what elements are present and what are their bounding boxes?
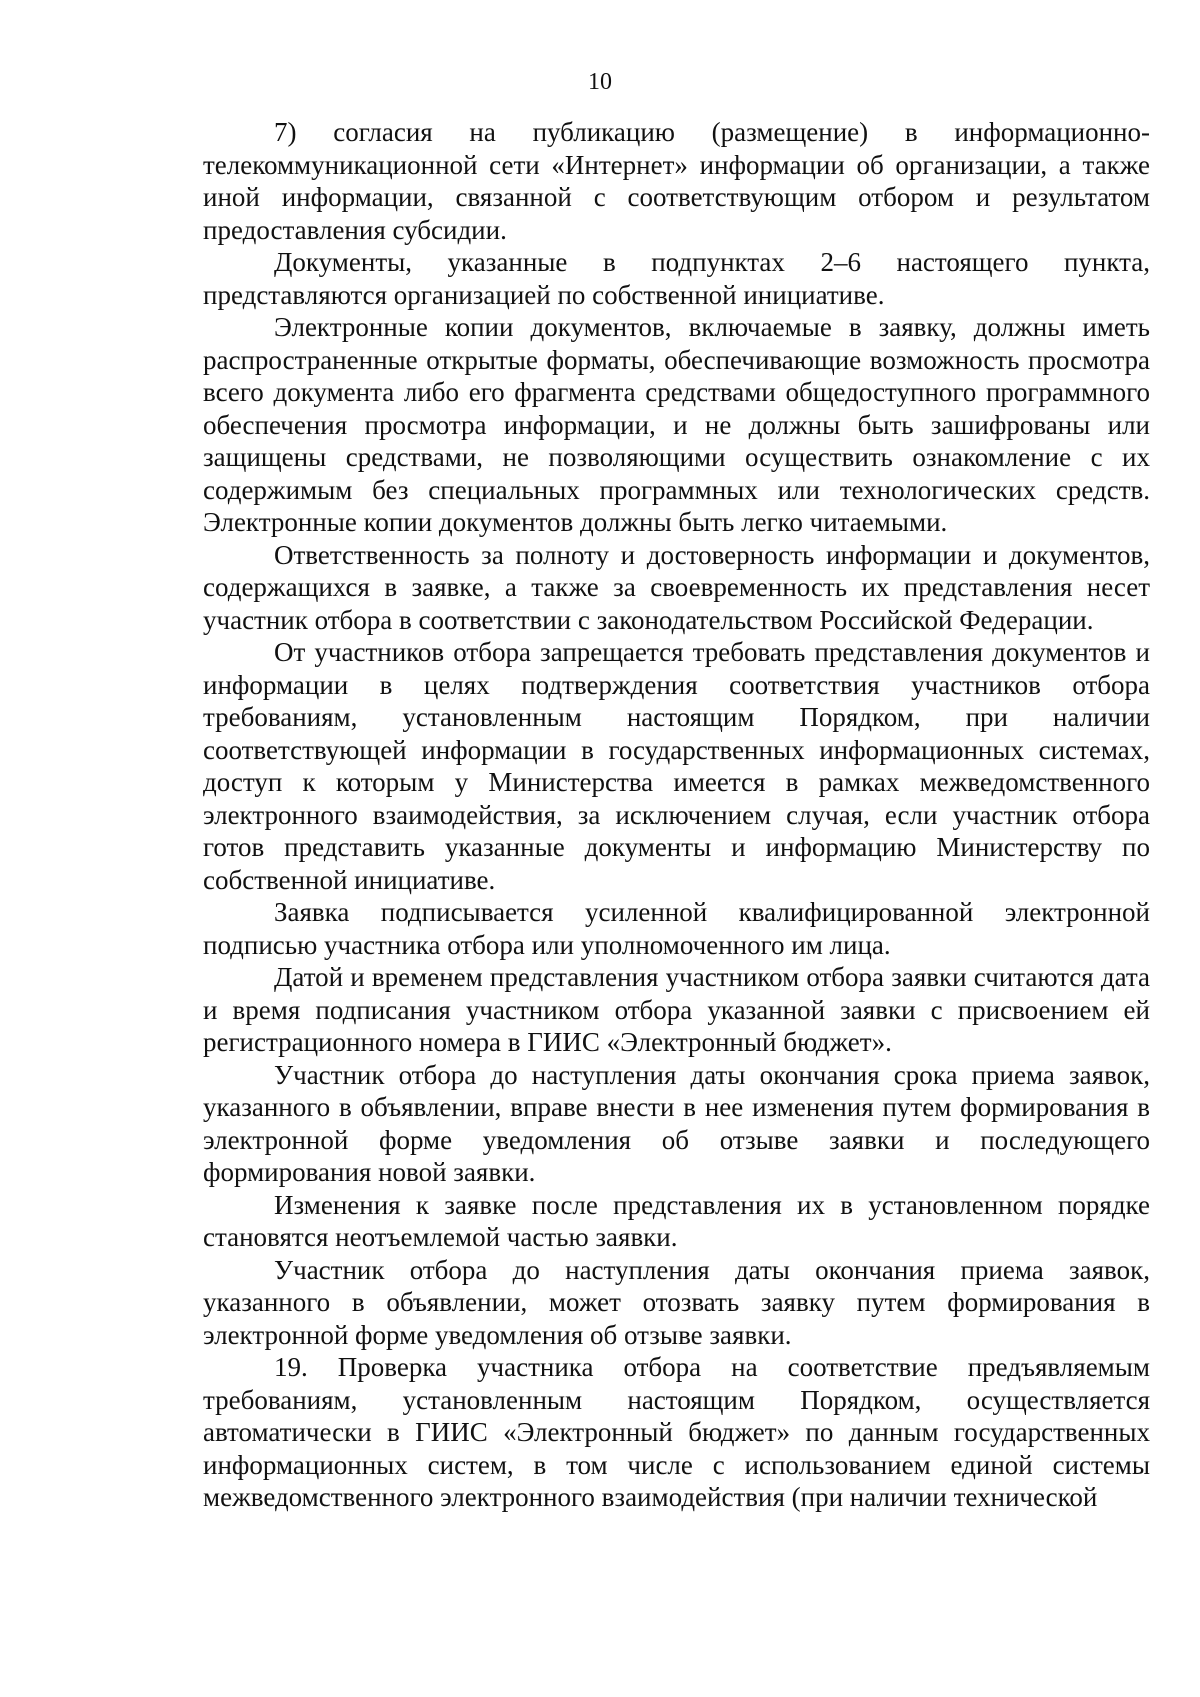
paragraph-electronic-copies: Электронные копии документов, включаемые в заявку, должны иметь распространенные открытые форматы, обеспечивающие возможность просмотра всего документа либо его фрагмента средствами общедоступного программного обеспечения просмотра информации, и не должны быть зашифрованы или защищены средствами, не позволяющими осуществить ознакомление с их содержимым без специальных программных или технологических средств. Электронные копии документов должны быть легко читаемыми. — [203, 312, 1150, 537]
paragraph-consent-publication: 7) согласия на публикацию (размещение) в информационно-телекоммуникационной сети «Интернет» информации об организации, а также иной информации, связанной с соответствующим отбором и результатом предоставления субсидии. — [203, 117, 1150, 245]
paragraph-documents-initiative: Документы, указанные в подпунктах 2–6 настоящего пункта, представляются организацией по собственной инициативе. — [203, 247, 1150, 310]
paragraph-withdrawal: Участник отбора до наступления даты окончания приема заявок, указанного в объявлении, может отозвать заявку путем формирования в электронной форме уведомления об отзыве заявки. — [203, 1254, 1150, 1350]
paragraph-section-19: 19. Проверка участника отбора на соответствие предъявляемым требованиям, установленным настоящим Порядком, осуществляется автоматически в ГИИС «Электронный бюджет» по данным государственных информационных систем, в том числе с использованием единой системы межведомственного электронного взаимодействия (при наличии технической — [203, 1352, 1150, 1512]
paragraph-responsibility: Ответственность за полноту и достоверность информации и документов, содержащихся в заявке, а также за своевременность их представления несет участник отбора в соответствии с законодательством Российской Федерации. — [203, 539, 1150, 635]
paragraph-submission-date: Датой и временем представления участником отбора заявки считаются дата и время подписания участником отбора указанной заявки с присвоением ей регистрационного номера в ГИИС «Электронный бюджет». — [203, 962, 1150, 1057]
page-number: 10 — [588, 69, 612, 95]
paragraph-prohibition: От участников отбора запрещается требовать представления документов и информации в целях подтверждения соответствия участников отбора требованиям, установленным настоящим Порядком, при наличии соответствующей информации в государственных информационных системах, доступ к которым у Министерства имеется в рамках межведомственного электронного взаимодействия, за исключением случая, если участник отбора готов представить указанные документы и информацию Министерству по собственной инициативе. — [203, 637, 1150, 895]
paragraph-amendments: Участник отбора до наступления даты окончания срока приема заявок, указанного в объявлении, вправе внести в нее изменения путем формирования в электронной форме уведомления об отзыве заявки и последующего формирования новой заявки. — [203, 1059, 1150, 1187]
document-body — [203, 116, 1150, 1514]
paragraph-signature: Заявка подписывается усиленной квалифицированной электронной подписью участника отбора или уполномоченного им лица. — [203, 897, 1150, 960]
paragraph-changes-part: Изменения к заявке после представления их в установленном порядке становятся неотъемлемой частью заявки. — [203, 1189, 1150, 1252]
